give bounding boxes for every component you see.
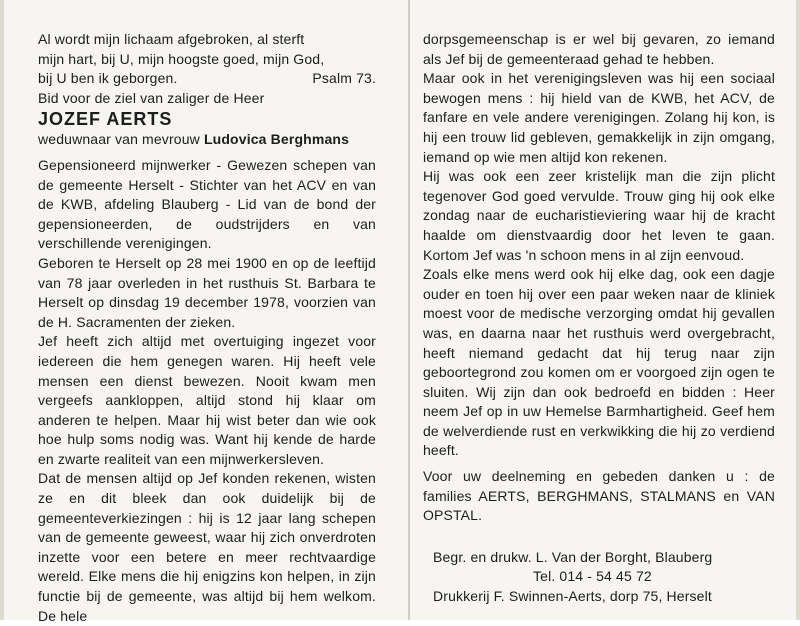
- tribute-paragraph-2: Dat de mensen altijd op Jef konden rekenen, wisten ze en dit bleek dan ook duidelijk bij de gemeenteverkiezingen : hij is 12 jaar lang schepen van de gemeente geweest, waar hij zich onverdroten inzette voor een betere en meer rechtvaardige wereld. Elke mens die hij enigzins kon helpen, in zijn functie bij de gemeente, was altijd bij hem welkom. De hele: [38, 470, 376, 624]
- left-page: [38, 30, 376, 626]
- card-edge-right: [796, 0, 800, 620]
- printer-telephone: Tel. 014 - 54 45 72: [533, 568, 652, 585]
- tribute-paragraph-4: Maar ook in het verenigingsleven was hij een sociaal bewogen mens : hij hield van de KWB, het ACV, de fanfare en vele andere verenigingen. Zolang hij kon, is hij een trouw lid gebleven, gemakkelijk in zijn omgang, iemand op wie men altijd kon rekenen.: [423, 70, 775, 165]
- printer-block: [423, 548, 775, 607]
- tribute-paragraph-1: Jef heeft zich altijd met overtuiging ingezet voor iedereen die hem genegen waren. Hij heeft vele mensen een dienst bewezen. Nooit kwam men vergeefs aankloppen, altijd stond hij klaar om anderen te helpen. Maar hij wist beter dan wie ook hoe hulp soms nodig was. Want hij kende de harde en zwarte realiteit van een mijnwerkersleven.: [38, 333, 376, 467]
- tribute-paragraph-6: Zoals elke mens werd ook hij elke dag, ook een dagje ouder en toen hij over een paar weken naar de kliniek moest voor de medische verzorging omdat hij gevallen was, en daarna naar het rusthuis werd overgebracht, heeft niemand gedacht dat hij terug naar zijn geboortegrond zou komen om er voorgoed zijn ogen te sluiten. Wij zijn dan ook bedroefd en bidden : Heer neem Jef op in uw Hemelse Barmhartigheid. Geef hem de welverdiende rust en verkwikking die hij zo verdiend heeft.: [423, 266, 775, 459]
- verse-line-3: [38, 69, 376, 89]
- verse-line-1: Al wordt mijn lichaam afgebroken, al sterft: [38, 31, 305, 47]
- birth-death: Geboren te Herselt op 28 mei 1900 en op de leeftijd van 78 jaar overleden in het rusthuis St. Barbara te Herselt op dinsdag 19 december 1978, voorzien van de H. Sacramenten der zieken.: [38, 254, 376, 330]
- spouse-name: Ludovica Berghmans: [203, 131, 350, 148]
- printer-line-2: Drukkerij F. Swinnen-Aerts, dorp 75, Herselt: [433, 588, 712, 605]
- right-page: [423, 30, 775, 607]
- verse-line-2: mijn hart, bij U, mijn hoogste goed, mijn God,: [38, 50, 325, 67]
- printer-line-1: Begr. en drukw. L. Van der Borght, Blauberg: [433, 548, 713, 565]
- thanks-paragraph: Voor uw deelneming en gebeden danken u : de families AERTS, BERGHMANS, STALMANS en VAN OPSTAL.: [423, 468, 775, 524]
- verse-reference: Psalm 73.: [312, 70, 376, 87]
- biography: Gepensioneerd mijnwerker - Gewezen schepen van de gemeente Herselt - Stichter van het ACV en van de KWB, afdeling Blauberg - Lid van de bond der gepensioneerden, de oudstrijders en van verschillende verenigingen.: [38, 156, 376, 252]
- card-edge-left: [0, 0, 4, 620]
- tribute-paragraph-5: Hij was ook een zeer kristelijk man die zijn plicht tegenover God goed vervulde. Trouw ging hij ook elke zondag naar de eucharistieviering waar hij de kracht haalde om dienstvaardig door het leven te gaan. Kortom Jef was 'n schoon mens in al zijn eenvoud.: [423, 168, 775, 263]
- prayer-line: Bid voor de ziel van zaliger de Heer: [38, 89, 265, 106]
- widower-line: [38, 130, 376, 150]
- center-fold: [408, 0, 410, 620]
- widower-prefix: weduwnaar van mevrouw: [38, 131, 200, 148]
- verse-last: bij U ben ik geborgen.: [38, 70, 178, 87]
- tribute-paragraph-3: dorpsgemeenschap is er wel bij gevaren, zo iemand als Jef bij de gemeenteraad gehad te hebben.: [423, 31, 775, 67]
- deceased-name: JOZEF AERTS: [38, 109, 173, 130]
